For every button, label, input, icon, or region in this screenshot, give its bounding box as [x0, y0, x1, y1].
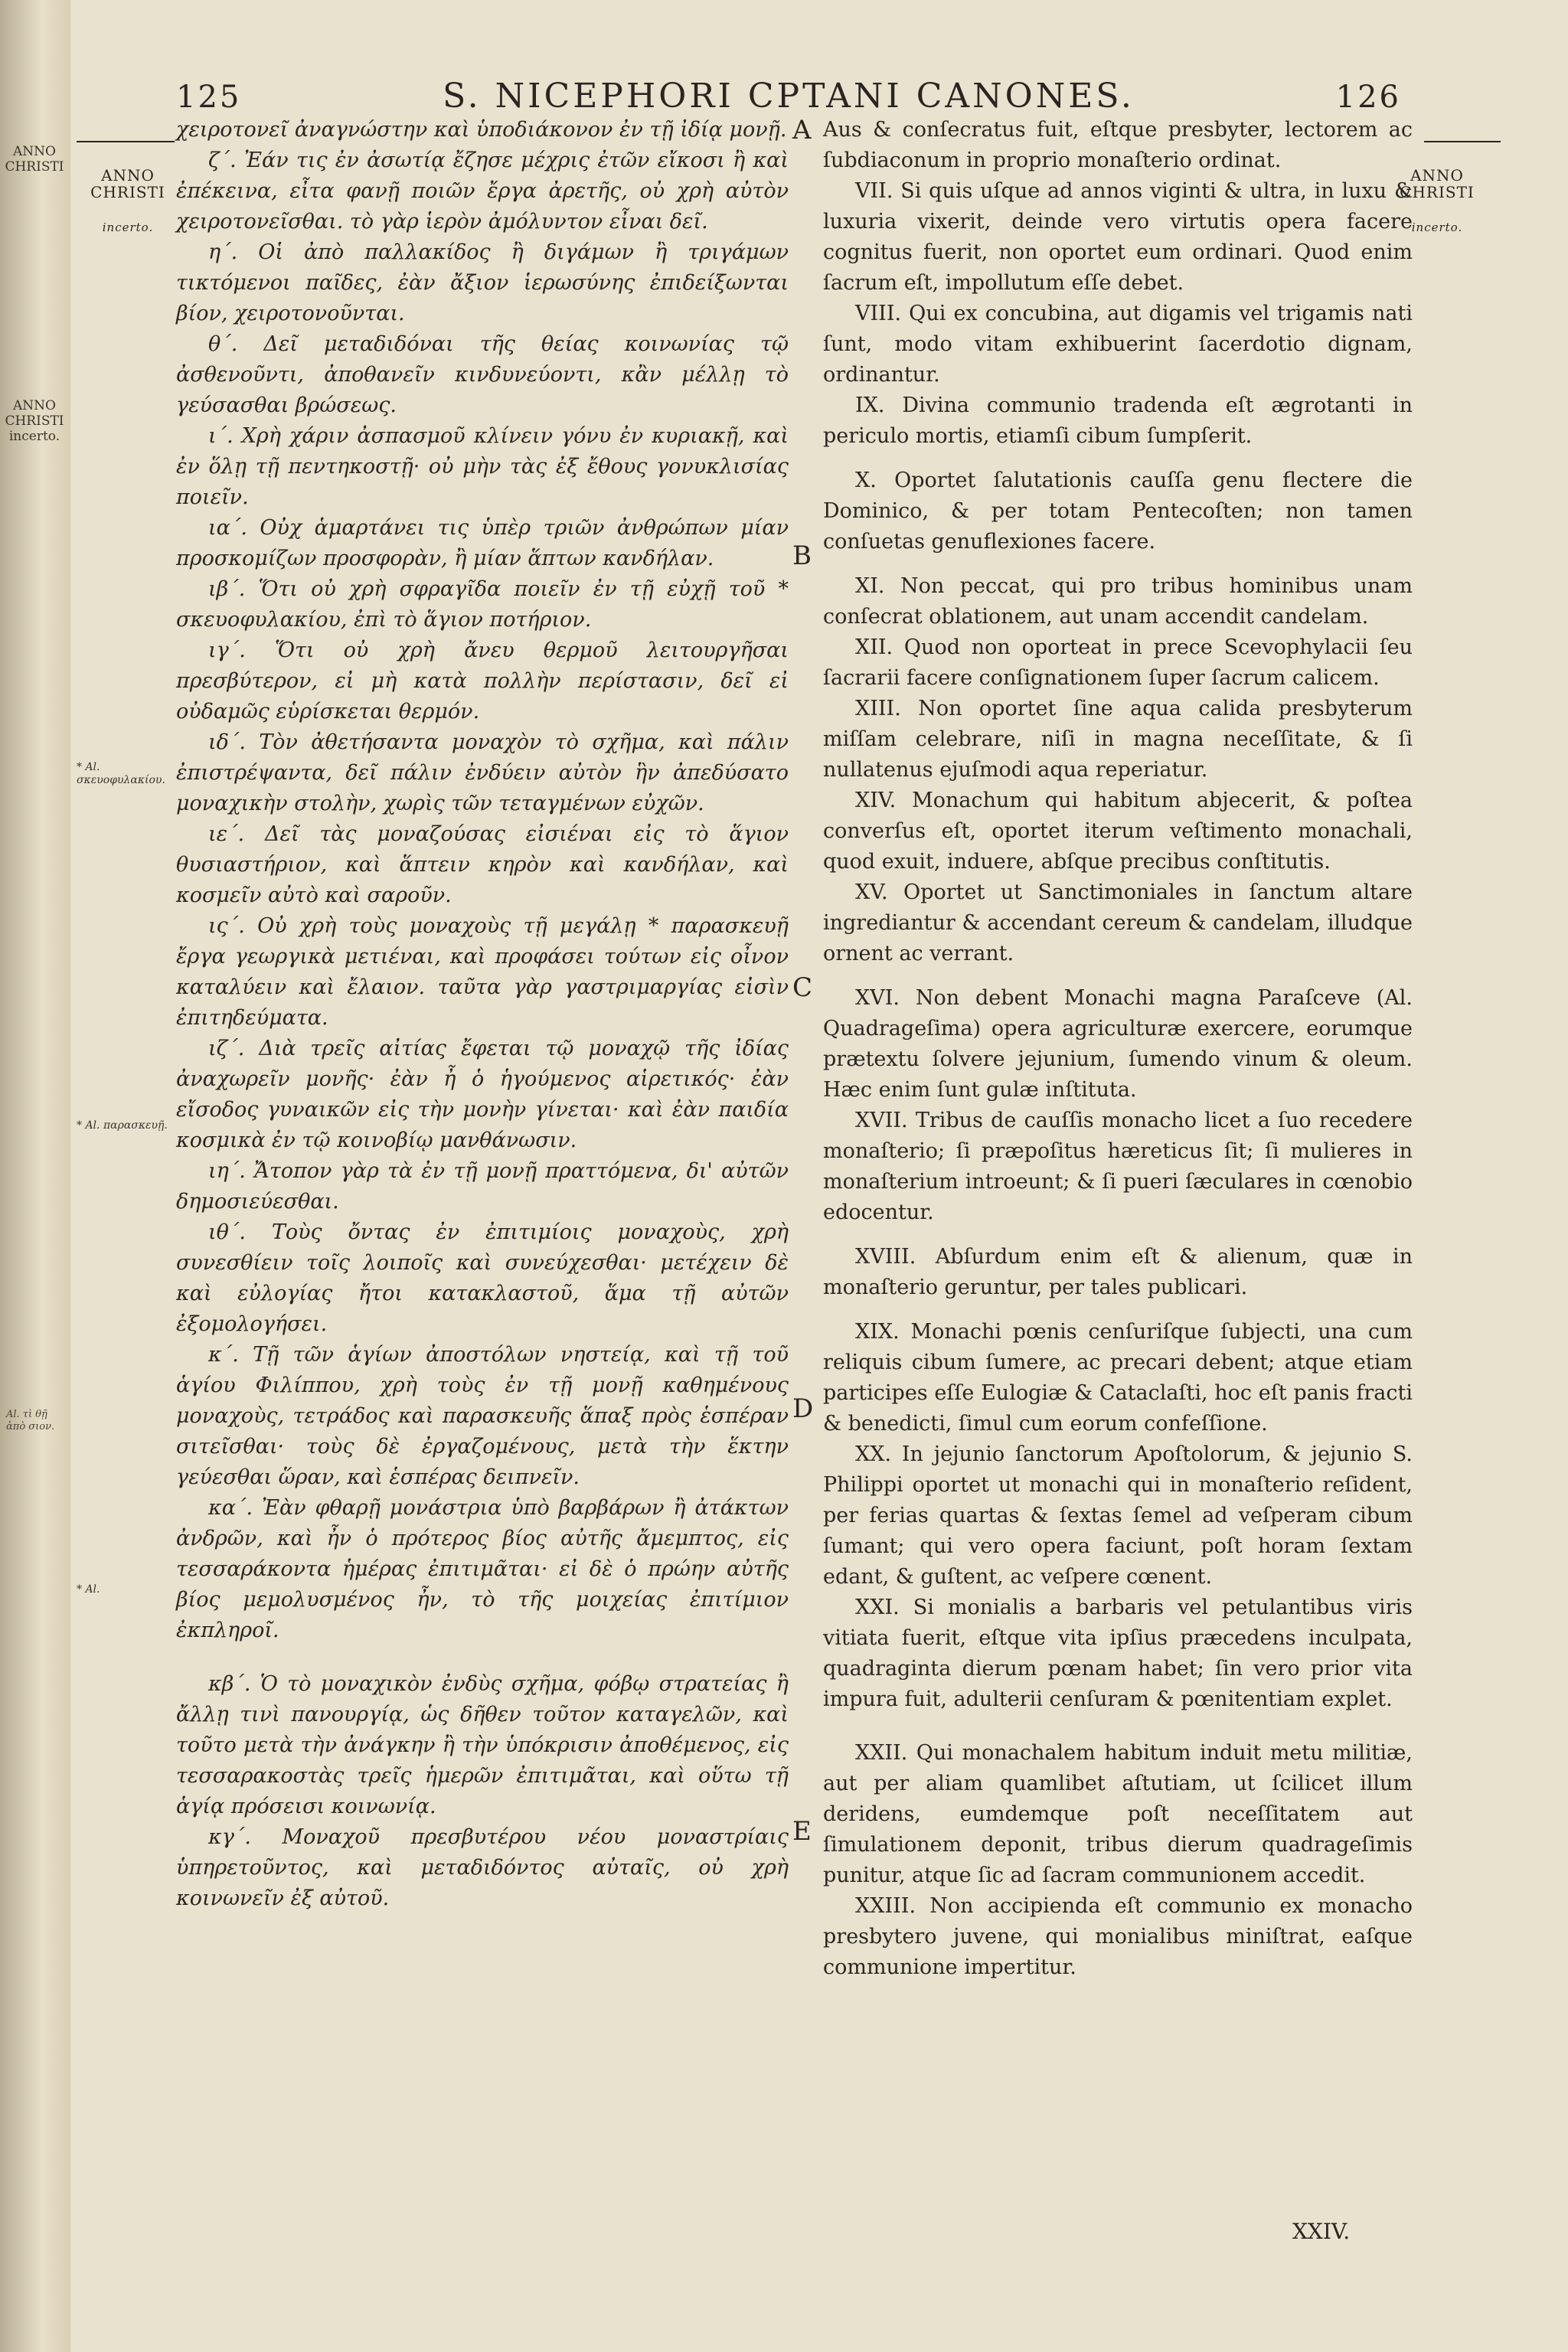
gutter-anno-label: ANNO CHRISTI: [5, 144, 64, 175]
section-letter-e: E: [792, 1816, 812, 1847]
left-anno-label: [86, 150, 170, 236]
catchword: XXIV.: [1292, 2219, 1351, 2244]
page-number-left: 125: [176, 80, 242, 115]
greek-canon-11: ια΄. Οὐχ ἁμαρτάνει τις ὑπὲρ τριῶν ἀνθρώπων μίαν προσκομίζων προσφορὰν, ἢ μίαν ἅπτων κανδήλαν.: [176, 516, 789, 570]
greek-canon-19: ιθ΄. Τοὺς ὄντας ἐν ἐπιτιμίοις μοναχοὺς, χρὴ συνεσθίειν τοῖς λοιποῖς καὶ συνεύχεσθαι· μετέχειν δὲ καὶ εὐλογίας ἤτοι κατακλαστοῦ, ἅμα τῇ αὐτῶν ἐξομολογήσει.: [176, 1220, 789, 1336]
gutter-marginal-note: Al. τὶ θῇ ἀπὸ σιον.: [6, 1409, 55, 1432]
section-letter-a: A: [792, 115, 812, 145]
latin-canon-9: IX. Divina communio tradenda eſt ægrotanti in periculo mortis, etiamſi cibum ſumpſerit.: [823, 394, 1413, 448]
left-anno-year: incerto.: [102, 220, 154, 234]
greek-canon-18: ιη΄. Ἄτοπον γὰρ τὰ ἐν τῇ μονῇ πραττόμενα, δι' αὐτῶν δημοσιεύεσθαι.: [176, 1159, 789, 1214]
page-number-right: 126: [1335, 80, 1401, 115]
greek-canon-9: θ΄. Δεῖ μεταδιδόναι τῆς θείας κοινωνίας τῷ ἀσθενοῦντι, ἀποθανεῖν κινδυνεύοντι, κἂν μέλλῃ τὸ γεύσασθαι βρώσεως.: [176, 332, 789, 417]
latin-canon-10: X. Oportet ſalutationis cauſſa genu flectere die Dominico, & per totam Pentecoſten; non tamen conſuetas genuflexiones facere.: [823, 469, 1413, 554]
greek-canon-6-end: χειροτονεῖ ἀναγνώστην καὶ ὑποδιάκονον ἐν τῇ ἰδίᾳ μονῇ.: [176, 118, 787, 142]
greek-canon-23: κγ΄. Μοναχοῦ πρεσβυτέρου νέου μοναστρίαις ὑπηρετοῦντος, καὶ μεταδιδόντος αὐταῖς, οὐ χρὴ κοινωνεῖν ἐξ αὐτοῦ.: [176, 1825, 789, 1910]
latin-canon-8: VIII. Qui ex concubina, aut digamis vel trigamis nati ſunt, modo vitam exhibuerint ſacerdotio dignam, ordinantur.: [823, 302, 1413, 387]
latin-canon-17: XVII. Tribus de cauſſis monacho licet a ſuo recedere monaſterio; ſi præpoſitus hæreticus ſit; ſi mulieres in monaſterium introeunt; & ſi pueri ſæculares in cœnobio edocentur.: [823, 1109, 1413, 1224]
greek-canon-13: ιγ΄. Ὅτι οὐ χρὴ ἄνευ θερμοῦ λειτουργῆσαι πρεσβύτερον, εἰ μὴ κατὰ πολλὴν περίστασιν, δεῖ εἰ οὐδαμῶς εὑρίσκεται θερμόν.: [176, 639, 789, 724]
greek-canon-17: ιζ΄. Διὰ τρεῖς αἰτίας ἔφεται τῷ μοναχῷ τῆς ἰδίας ἀναχωρεῖν μονῆς· ἐὰν ἦ ὁ ἡγούμενος αἱρετικός· ἐὰν εἴσοδος γυναικῶν εἰς τὴν μονὴν γίνεται· καὶ ἐὰν παιδία κοσμικὰ ἐν τῷ κοινοβίῳ μανθάνωσιν.: [176, 1037, 789, 1152]
section-letter-c: C: [792, 972, 813, 1003]
greek-canon-7: ζ΄. Ἐάν τις ἐν ἀσωτίᾳ ἔζησε μέχρις ἐτῶν εἴκοσι ἢ καὶ ἐπέκεινα, εἶτα φανῇ ποιῶν ἔργα ἀρετῆς, οὐ χρὴ αὐτὸν χειροτονεῖσθαι. τὸ γὰρ ἱερὸν ἀμόλυντον εἶναι δεῖ.: [176, 149, 789, 234]
greek-canon-12: ιβ΄. Ὅτι οὐ χρὴ σφραγῖδα ποιεῖν ἐν τῇ εὐχῇ τοῦ * σκευοφυλακίου, ἐπὶ τὸ ἅγιον ποτήριον.: [176, 577, 789, 632]
latin-canon-12: XII. Quod non oporteat in prece Scevophylacii ſeu ſacrarii facere conſignationem ſuper ſacrum calicem.: [823, 635, 1413, 690]
latin-canon-11: XI. Non peccat, qui pro tribus hominibus unam conſecrat oblationem, aut unam accendit candelam.: [823, 574, 1413, 629]
greek-canon-21: κα΄. Ἐὰν φθαρῇ μονάστρια ὑπὸ βαρβάρων ἢ ἀτάκτων ἀνδρῶν, καὶ ἦν ὁ πρότερος βίος αὐτῆς ἄμεμπτος, εἰς τεσσαράκοντα ἡμέρας ἐπιτιμᾶται· εἰ δὲ ὁ πρώην αὐτῆς βίος μεμολυσμένος ἦν, τὸ τῆς μοιχείας ἐπιτίμιον ἐκπληροῖ.: [176, 1496, 789, 1642]
marginal-note-2: * Al. παρασκευῇ.: [77, 1119, 168, 1132]
right-margin-rule: [1424, 141, 1501, 142]
greek-canon-22: κβ΄. Ὁ τὸ μοναχικὸν ἐνδὺς σχῆμα, φόβῳ στρατείας ἢ ἄλλῃ τινὶ πανουργίᾳ, ὡς δῆθεν τοῦτον καταγελῶν, καὶ τοῦτο μετὰ τὴν ἀνάγκην ἢ τὴν ὑπόκρισιν ἀποθέμενος, εἰς τεσσαρακοστὰς τρεῖς ἡμερῶν ἐπιτιμᾶται, καὶ οὕτω τῇ ἁγίᾳ πρόσεισι κοινωνίᾳ.: [176, 1672, 789, 1818]
greek-canon-10: ι΄. Χρὴ χάριν ἀσπασμοῦ κλίνειν γόνυ ἐν κυριακῇ, καὶ ἐν ὅλῃ τῇ πεντηκοστῇ· οὐ μὴν τὰς ἐξ ἔθους γονυκλισίας ποιεῖν.: [176, 424, 789, 509]
section-letter-b: B: [792, 541, 812, 571]
greek-canon-8: η΄. Οἱ ἀπὸ παλλακίδος ἢ διγάμων ἢ τριγάμων τικτόμενοι παῖδες, ἐὰν ἄξιον ἱερωσύνης ἐπιδείξωνται βίον, χειροτονοῦνται.: [176, 240, 789, 325]
latin-canon-6-end: Aus & conſecratus fuit, eſtque presbyter, lectorem ac ſubdiaconum in proprio monaſterio ordinat.: [823, 118, 1413, 172]
left-anno-text: ANNO CHRISTI: [90, 166, 165, 201]
latin-canon-7: VII. Si quis uſque ad annos viginti & ultra, in luxu & luxuria vixerit, deinde vero virtutis opera facere cognitus fuerit, non oportet eum ordinari. Quod enim ſacrum eſt, impollutum eſſe debet.: [823, 179, 1413, 295]
latin-canon-18: XVIII. Abſurdum enim eſt & alienum, quæ in monaſterio geruntur, per tales publicari.: [823, 1245, 1413, 1299]
binding-gutter: [0, 0, 70, 2352]
latin-canon-19: XIX. Monachi pœnis cenſuriſque ſubjecti, una cum reliquis cibum ſumere, ac precari debent; atque etiam participes eſſe Eulogiæ & Cataclaſti, hoc eſt panis fracti & benedicti, ſimul cum eorum confeſſione.: [823, 1320, 1413, 1436]
latin-canon-23: XXIII. Non accipienda eſt communio ex monacho presbytero juvene, qui monialibus miniſtrat, eaſque communione impertitur.: [823, 1894, 1413, 1979]
latin-column: [823, 115, 1413, 1983]
latin-canon-21: XXI. Si monialis a barbaris vel petulantibus viris vitiata fuerit, eſtque vita ipſius præcedens inculpata, quadraginta dierum pœnam habet; ſin vero prior vita impura fuit, adulterii cenſuram & pœnitentiam explet.: [823, 1596, 1413, 1711]
latin-canon-13: XIII. Non oportet ſine aqua calida presbyterum miſſam celebrare, niſi in magna neceſſitate, & ſi nullatenus ejuſmodi aqua reperiatur.: [823, 697, 1413, 782]
greek-canon-15: ιε΄. Δεῖ τὰς μοναζούσας εἰσιέναι εἰς τὸ ἅγιον θυσιαστήριον, καὶ ἅπτειν κηρὸν καὶ κανδήλαν, καὶ κοσμεῖν αὐτὸ καὶ σαροῦν.: [176, 822, 789, 907]
left-margin-rule: [77, 141, 175, 142]
gutter-anno-label-2: ANNO CHRISTI incerto.: [5, 398, 64, 444]
latin-canon-14: XIV. Monachum qui habitum abjecerit, & poſtea converſus eſt, oportet iterum veſtimento monachali, quod exuit, induere, abſque precibus conſtitutis.: [823, 789, 1413, 874]
marginal-note-1: * Al. σκευοφυλακίου.: [77, 761, 165, 786]
latin-canon-22: XXII. Qui monachalem habitum induit metu militiæ, aut per aliam quamlibet aſtutiam, ut ſcilicet illum deridens, eumdemque poſt neceſſitatem aut ſimulationem deponit, tribus dierum quadrageſimis punitur, atque ſic ad ſacram communionem accedit.: [823, 1741, 1413, 1887]
latin-canon-16: XVI. Non debent Monachi magna Paraſceve (Al. Quadrageſima) opera agriculturæ exercere, eorumque prætextu ſolvere jejunium, ſumendo vinum & oleum. Hæc enim ſunt gulæ inſtituta.: [823, 986, 1413, 1102]
marginal-note-3: * Al.: [77, 1583, 100, 1596]
page-title: S. NICEPHORI CPTANI CANONES.: [443, 77, 1135, 116]
right-anno-text: ANNO CHRISTI: [1400, 166, 1475, 201]
latin-canon-20: XX. In jejunio ſanctorum Apoſtolorum, & jejunio S. Philippi oportet ut monachi qui in monaſterio reſident, per ferias quartas & ſextas ſemel ad veſperam cibum ſumant; qui vero opera faciunt, poſt horam ſextam edant, & guſtent, ac veſpere cœnent.: [823, 1442, 1413, 1589]
greek-canon-16: ις΄. Οὐ χρὴ τοὺς μοναχοὺς τῇ μεγάλῃ * παρασκευῇ ἔργα γεωργικὰ μετιέναι, καὶ προφάσει τούτων εἰς οἶνον καταλύειν καὶ ἔλαιον. ταῦτα γὰρ γαστριμαργίας εἰσὶν ἐπιτηδεύματα.: [176, 914, 789, 1030]
greek-canon-14: ιδ΄. Τὸν ἀθετήσαντα μοναχὸν τὸ σχῆμα, καὶ πάλιν ἐπιστρέψαντα, δεῖ πάλιν ἐνδύειν αὐτὸν ἣν ἀπεδύσατο μοναχικὴν στολὴν, χωρὶς τῶν τεταγμένων εὐχῶν.: [176, 730, 789, 815]
right-anno-year: incerto.: [1411, 220, 1463, 234]
section-letter-d: D: [792, 1393, 814, 1424]
latin-canon-15: XV. Oportet ut Sanctimoniales in ſanctum altare ingrediantur & accendant cereum & candelam, illudque ornent ac verrant.: [823, 880, 1413, 965]
greek-column: [176, 115, 789, 1914]
greek-canon-20: κ΄. Τῇ τῶν ἁγίων ἀποστόλων νηστείᾳ, καὶ τῇ τοῦ ἁγίου Φιλίππου, χρὴ τοὺς ἐν τῇ μονῇ καθημένους μοναχοὺς, τετράδος καὶ παρασκευῆς ἅπαξ πρὸς ἑσπέραν σιτεῖσθαι· τοὺς δὲ ἐργαζομένους, μετὰ τὴν ἕκτην γεύεσθαι ὥραν, καὶ ἑσπέρας δειπνεῖν.: [176, 1343, 789, 1489]
